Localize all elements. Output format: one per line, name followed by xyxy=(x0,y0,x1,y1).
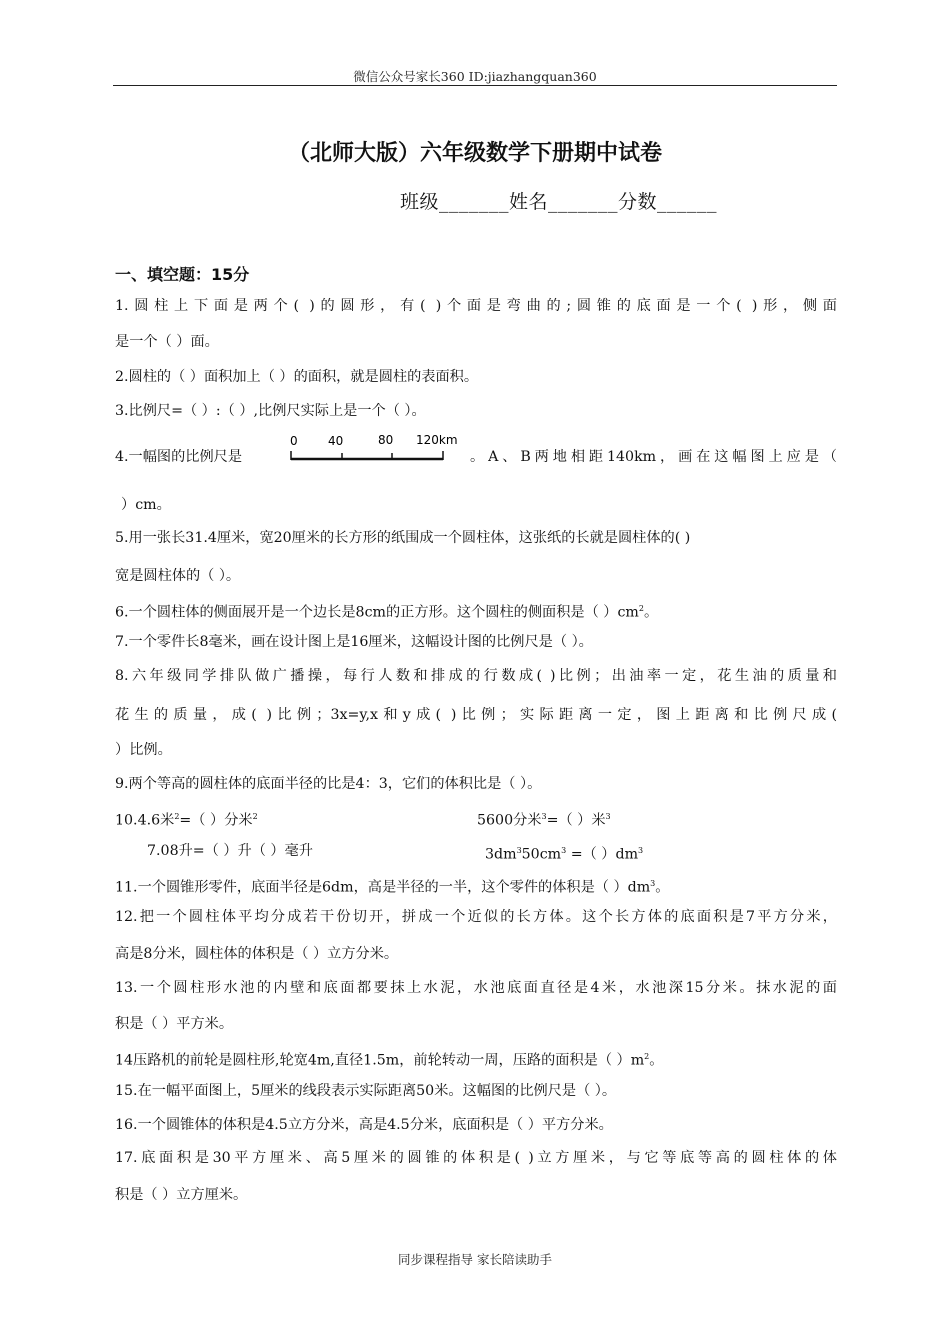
header-rule xyxy=(113,85,837,86)
question-8-line-2: 花生的质量，成( )比例；3x=y,x和y成( )比例；实际距离一定，图上距离和比例尺成( xyxy=(115,707,837,723)
question-10-item-3: 7.08升=（ ）升（ ）毫升 xyxy=(147,843,313,859)
question-17-line-1: 17.底面积是30平方厘米、高5厘米的圆锥的体积是( )立方厘米，与它等底等高的圆柱体的体 xyxy=(115,1150,837,1166)
page-footer: 同步课程指导 家长陪读助手 xyxy=(398,1252,552,1267)
question-10-item-2: 5600分米$^3$=（ ）米$^3$ xyxy=(477,812,611,829)
question-1-line-1: 1.圆柱上下面是两个( )的圆形，有( )个面是弯曲的;圆锥的底面是一个( )形，侧面 xyxy=(115,298,837,314)
question-7: 7.一个零件长8毫米，画在设计图上是16厘米，这幅设计图的比例尺是（ ）。 xyxy=(115,634,593,650)
question-17-line-2: 积是（ ）立方厘米。 xyxy=(115,1187,248,1203)
question-12-line-1: 12.把一个圆柱体平均分成若干份切开，拼成一个近似的长方体。这个长方体的底面积是7平方分米， xyxy=(115,909,837,925)
question-6: 6.一个圆柱体的侧面展开是一个边长是8cm的正方形。这个圆柱的侧面积是（ ）$cm^2$。 xyxy=(115,604,659,621)
question-10-item-4: $3dm^350cm^3$ =（ ）$dm^3$ xyxy=(485,846,644,863)
student-info-line: 班级_______姓名_______分数______ xyxy=(400,191,718,213)
page-title: （北师大版）六年级数学下册期中试卷 xyxy=(287,141,662,166)
scale-bar xyxy=(290,435,465,465)
question-8-line-3: ）比例。 xyxy=(115,742,172,758)
question-11: 11.一个圆锥形零件，底面半径是6dm，高是半径的一半，这个零件的体积是（ ）$dm^3$。 xyxy=(115,879,670,896)
question-12-line-2: 高是8分米，圆柱体的体积是（ ）立方分米。 xyxy=(115,946,399,962)
question-2: 2.圆柱的（ ）面积加上（ ）的面积，就是圆柱的表面积。 xyxy=(115,369,479,385)
question-13-line-1: 13.一个圆柱形水池的内壁和底面都要抹上水泥，水池底面直径是4米，水池深15分米。抹水泥的面 xyxy=(115,980,837,996)
question-15: 15.在一幅平面图上，5厘米的线段表示实际距离50米。这幅图的比例尺是（ ）。 xyxy=(115,1083,617,1099)
question-5-line-2: 宽是圆柱体的（ ）。 xyxy=(115,568,241,584)
scale-label-0: 0 xyxy=(290,435,298,448)
question-4-suffix: 。A、B两地相距140km，画在这幅图上应是（ xyxy=(470,449,837,465)
question-5-line-1: 5.用一张长31.4厘米，宽20厘米的长方形的纸围成一个圆柱体，这张纸的长就是圆柱体的( ) xyxy=(115,530,691,546)
scale-label-40: 40 xyxy=(328,435,344,448)
scale-label-120km: 120km xyxy=(416,435,458,447)
question-13-line-2: 积是（ ）平方米。 xyxy=(115,1016,234,1032)
question-10-item-1: 10.4.6米$^2$=（ ）分米$^2$ xyxy=(115,812,258,829)
question-8-line-1: 8.六年级同学排队做广播操，每行人数和排成的行数成( )比例；出油率一定，花生油的质量和 xyxy=(115,668,837,684)
question-4-line-2: ）cm。 xyxy=(121,497,171,513)
page-header: 微信公众号家长360 ID:jiazhangquan360 xyxy=(353,69,597,84)
question-14: 14压路机的前轮是圆柱形,轮宽4m,直径1.5m，前轮转动一周，压路的面积是（ ）$m^2$。 xyxy=(115,1052,664,1069)
question-1-line-2: 是一个（ ）面。 xyxy=(115,334,219,350)
question-16: 16.一个圆锥体的体积是4.5立方分米，高是4.5分米，底面积是（ ）平方分米。 xyxy=(115,1117,613,1133)
question-3: 3.比例尺=（ ）:（ ）,比例尺实际上是一个（ ）。 xyxy=(115,403,426,419)
scale-label-80: 80 xyxy=(378,435,394,447)
section-heading-fill-in: 一、填空题：15分 xyxy=(115,265,250,284)
question-4-prefix: 4.一幅图的比例尺是 xyxy=(115,449,243,465)
question-9: 9.两个等高的圆柱体的底面半径的比是4：3，它们的体积比是（ ）。 xyxy=(115,776,542,792)
